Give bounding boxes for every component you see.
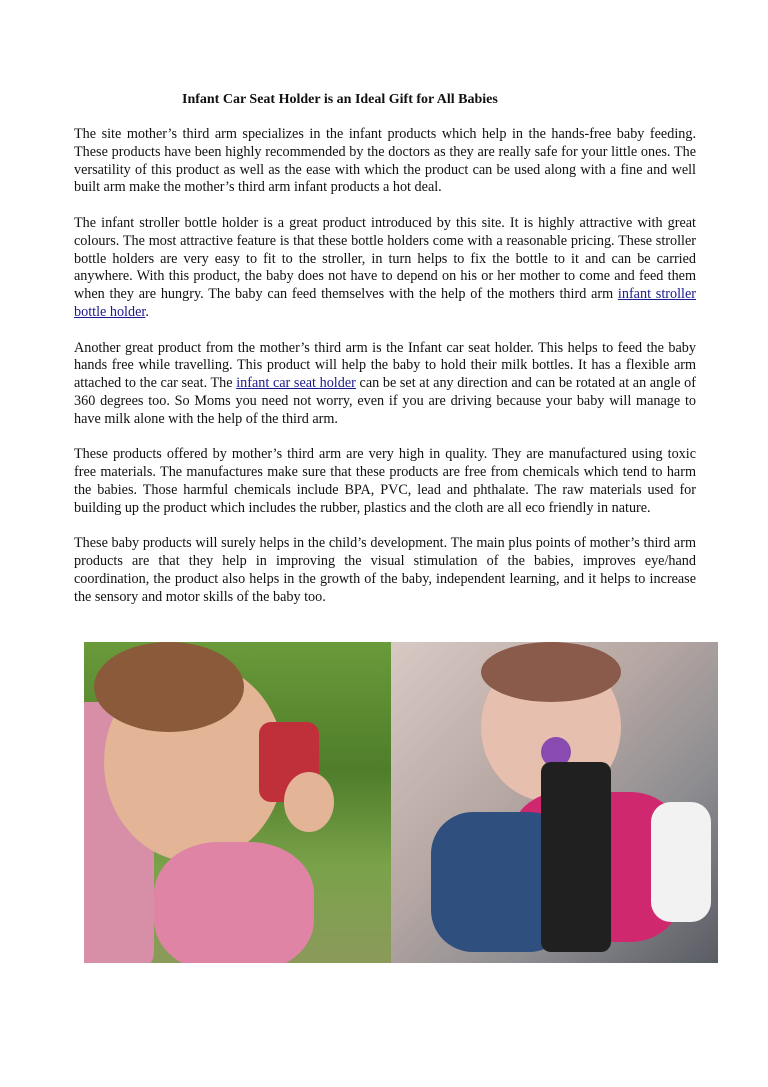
paragraph-development: These baby products will surely helps in the child’s development. The main plus points of mother’s third arm products are that they help in improving the visual stimulation of the babies, improves eye/hand coordination, the product also helps in the growth of the baby, independent learning, and it helps to increase the sensory and motor skills of the baby too.	[74, 535, 696, 605]
paragraph-text: .	[145, 303, 149, 320]
photo-baby-car-seat	[391, 642, 718, 963]
product-photos	[84, 642, 718, 963]
paragraph-stroller-holder	[74, 215, 696, 322]
paragraph-quality: These products offered by mother’s third arm are very high in quality. They are manufactured using toxic free materials. The manufactures make sure that these products are free from chemicals which tend to harm the babies. Those harmful chemicals include BPA, PVC, lead and phthalate. The raw materials used for building up the product which includes the rubber, plastics and the cloth are all eco friendly in nature.	[74, 446, 696, 516]
document-body	[74, 126, 696, 624]
link-infant-car-seat-holder[interactable]: infant car seat holder	[236, 375, 356, 392]
paragraph-intro: The site mother’s third arm specializes in the infant products which help in the hands-free baby feeding. These products have been highly recommended by the doctors as they are really safe for your little ones. The versatility of this product as well as the ease with which the product can be used along with a fine and well built arm make the mother’s third arm infant products a hot deal.	[74, 126, 696, 196]
paragraph-text: can be set at any direction and can be rotated at an angle of 360 degrees too. So Moms you need not worry, even if you are driving because your baby will manage to have milk alone with the help of the third arm.	[74, 375, 696, 427]
paragraph-text: The infant stroller bottle holder is a great product introduced by this site. It is highly attractive with great colours. The most attractive feature is that these bottle holders come with a reasonable pricing. These stroller bottle holders are very easy to fit to the stroller, in turn helps to fix the bottle to it and can be carried anywhere. With this product, the baby does not have to depend on his or her mother to come and feed them when they are hungry. The baby can feed themselves with the help of the mothers third arm	[74, 214, 696, 303]
paragraph-text: Another great product from the mother’s third arm is the Infant car seat holder. This helps to feed the baby hands free while travelling. This product will help the baby to hold their milk bottles. It has a flexible arm attached to the car seat. The	[74, 339, 696, 392]
paragraph-car-seat-holder	[74, 340, 696, 429]
link-infant-stroller-bottle-holder[interactable]: infant stroller bottle holder	[74, 286, 696, 320]
document-title: Infant Car Seat Holder is an Ideal Gift for All Babies	[182, 92, 498, 107]
photo-baby-stroller-bottle	[84, 642, 391, 963]
